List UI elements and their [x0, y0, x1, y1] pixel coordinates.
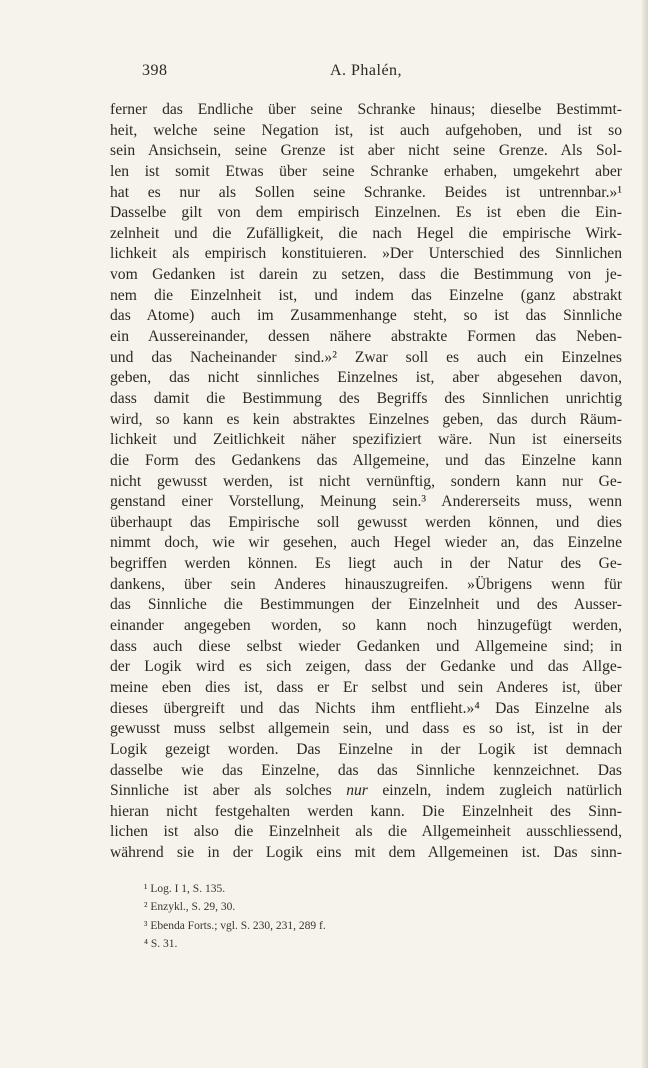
- text-line: sein Ansichsein, seine Grenze ist aber nicht seine Grenze. Als Sol-: [110, 142, 622, 160]
- text-line: geben, das nicht sinnliches Einzelnes ist, aber abgesehen davon,: [110, 369, 622, 387]
- text-line: hieran nicht festgehalten werden kann. Die Einzelnheit des Sinn-: [110, 802, 622, 820]
- body-text: [110, 100, 622, 864]
- text-line: vom Gedanken ist darein zu setzen, dass die Bestimmung von je-: [110, 266, 622, 284]
- footnote: ² Enzykl., S. 29, 30.: [144, 901, 236, 914]
- text-line: das Sinnliche die Bestimmungen der Einzelnheit und des Ausser-: [110, 596, 622, 614]
- text-line: nicht gewusst werden, ist nicht vernünftig, sondern kann nur Ge-: [110, 472, 622, 490]
- text-line: ferner das Endliche über seine Schranke hinaus; dieselbe Bestimmt-: [110, 101, 622, 118]
- text-line: dieses übergreift und das Nichts ihm entflieht.»⁴ Das Einzelne als: [110, 699, 622, 717]
- text-line: das Atome) auch im Zusammenhange steht, so ist das Sinnliche: [110, 307, 622, 325]
- text-line: Sinnliche ist aber als solches nur einzeln, indem zugleich natürlich: [110, 782, 622, 800]
- text-line: überhaupt das Empirische soll gewusst werden können, und dies: [110, 513, 622, 531]
- text-line: und das Nacheinander sind.»² Zwar soll es auch ein Einzelnes: [110, 348, 622, 366]
- text-line: ein Aussereinander, dessen nähere abstrakte Formen das Neben-: [110, 328, 622, 346]
- text-line: dass damit die Bestimmung des Begriffs des Sinnlichen unrichtig: [110, 389, 622, 407]
- text-line: Logik gezeigt worden. Das Einzelne in der Logik ist demnach: [110, 740, 622, 758]
- footnote: ⁴ S. 31.: [144, 937, 178, 950]
- footnotes: [144, 880, 544, 953]
- text-line: nem die Einzelnheit ist, und indem das Einzelne (ganz abstrakt: [110, 286, 622, 304]
- text-line: lichkeit als empirisch konstituieren. »Der Unterschied des Sinnlichen: [110, 245, 622, 263]
- text-line: wird, so kann es kein abstraktes Einzelnes geben, das durch Räum-: [110, 410, 622, 428]
- text-line: dass auch diese selbst wieder Gedanken und Allgemeine sind; in: [110, 637, 622, 655]
- text-line: meine eben dies ist, dass er Er selbst und sein Anderes ist, über: [110, 678, 622, 696]
- footnote: ³ Ebenda Forts.; vgl. S. 230, 231, 289 f.: [144, 919, 326, 932]
- text-line: Dasselbe gilt von dem empirisch Einzelnen. Es ist eben die Ein-: [110, 204, 622, 222]
- text-line: heit, welche seine Negation ist, ist auch aufgehoben, und ist so: [110, 121, 622, 139]
- text-line: zelnheit und die Zufälligkeit, die nach Hegel die empirische Wirk-: [110, 224, 622, 242]
- running-header: [110, 62, 622, 86]
- footnote: ¹ Log. I 1, S. 135.: [144, 883, 226, 895]
- text-line: einander angegeben worden, so kann noch hinzugefügt werden,: [110, 617, 622, 635]
- text-line: begriffen werden können. Es liegt auch in der Natur des Ge-: [110, 555, 622, 573]
- page-edge: [642, 0, 648, 1068]
- text-line: nimmt doch, wie wir gesehen, auch Hegel wieder an, das Einzelne: [110, 534, 622, 552]
- text-line: dasselbe wie das Einzelne, das das Sinnliche kennzeichnet. Das: [110, 761, 622, 779]
- text-line: die Form des Gedankens das Allgemeine, und das Einzelne kann: [110, 451, 622, 469]
- running-title: A. Phalén,: [329, 62, 403, 79]
- text-line: gewusst muss selbst allgemein sein, und dass es so ist, ist in der: [110, 720, 622, 738]
- page-number: 398: [142, 62, 168, 79]
- text-line: genstand einer Vorstellung, Meinung sein.³ Andererseits muss, wenn: [110, 493, 622, 511]
- text-line: lichkeit und Zeitlichkeit näher spezifiziert wäre. Nun ist einerseits: [110, 431, 622, 449]
- text-line: len ist somit Etwas über seine Schranke erhaben, umgekehrt aber: [110, 162, 622, 180]
- text-line: lichen ist also die Einzelnheit als die Allgemeinheit ausschliessend,: [110, 823, 622, 841]
- text-line: der Logik wird es sich zeigen, dass der Gedanke und das Allge-: [110, 658, 622, 676]
- text-line: dankens, über sein Anderes hinauszugreifen. »Übrigens wenn für: [110, 575, 622, 593]
- text-line: während sie in der Logik eins mit dem Allgemeinen ist. Das sinn-: [110, 844, 622, 862]
- text-line: hat es nur als Sollen seine Schranke. Beides ist untrennbar.»¹: [110, 183, 622, 201]
